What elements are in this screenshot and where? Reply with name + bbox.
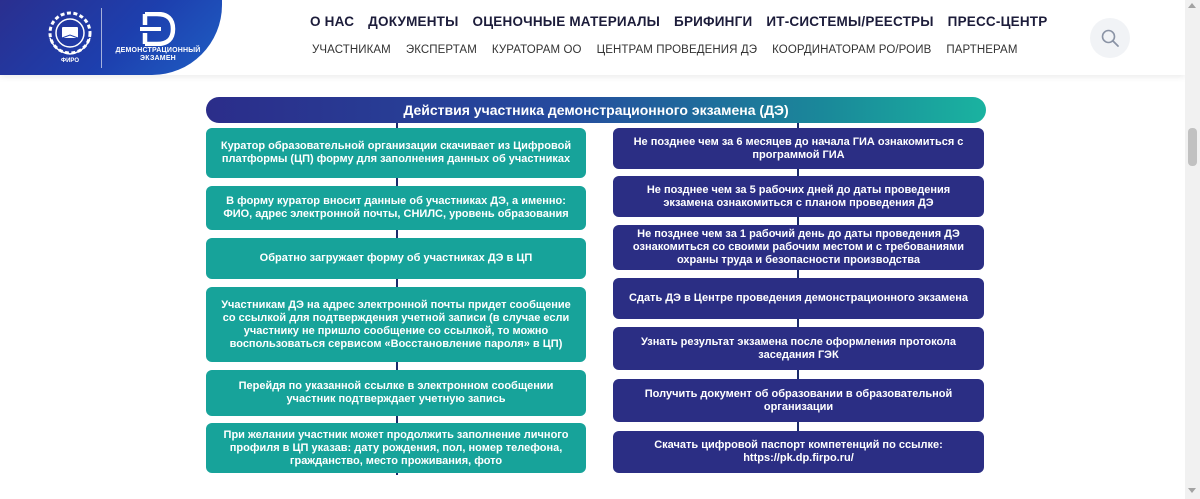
sub-nav [312, 44, 1018, 56]
emblem-icon[interactable] [45, 8, 95, 64]
right-step-4: Сдать ДЭ в Центре проведения демонстрационного экзамена [613, 278, 984, 319]
right-step-2: Не позднее чем за 5 рабочих дней до даты проведения экзамена ознакомиться с планом проведения ДЭ [613, 176, 984, 217]
subnav-item-partners[interactable]: ПАРТНЕРАМ [946, 44, 1018, 56]
nav-item-about[interactable]: О НАС [310, 14, 355, 29]
left-step-6: При желании участник может продолжить заполнение личного профиля в ЦП указав: дату рождения, пол, номер телефона, гражданство, место проживания, фото [206, 423, 586, 473]
main-nav [310, 14, 1047, 29]
subnav-item-coordinators[interactable]: КООРДИНАТОРАМ РО/РОИВ [772, 44, 932, 56]
left-step-5: Перейдя по указанной ссылке в электронном сообщении участник подтверждает учетную запись [206, 370, 586, 416]
nav-item-documents[interactable]: ДОКУМЕНТЫ [368, 14, 459, 29]
right-step-7: Скачать цифровой паспорт компетенций по ссылке: https://pk.dp.firpo.ru/ [613, 431, 984, 473]
logo-label: ДЕМОНСТРАЦИОННЫЙ ЭКЗАМЕН [115, 47, 201, 62]
subnav-item-curators[interactable]: КУРАТОРАМ ОО [491, 44, 582, 56]
subnav-item-centers[interactable]: ЦЕНТРАМ ПРОВЕДЕНИЯ ДЭ [596, 44, 758, 56]
scroll-up-arrow[interactable] [1188, 3, 1196, 8]
right-step-5: Узнать результат экзамена после оформления протокола заседания ГЭК [613, 327, 984, 370]
left-step-2: В форму куратор вносит данные об участниках ДЭ, а именно: ФИО, адрес электронной почты, СНИЛС, уровень образования [206, 186, 586, 230]
site-header [0, 0, 1185, 75]
logo-block[interactable] [0, 0, 222, 75]
right-step-1: Не позднее чем за 6 месяцев до начала ГИА ознакомиться с программой ГИА [613, 128, 984, 169]
scroll-thumb[interactable] [1188, 128, 1197, 166]
nav-item-it-systems[interactable]: ИТ-СИСТЕМЫ/РЕЕСТРЫ [766, 14, 934, 29]
left-step-1: Куратор образовательной организации скачивает из Цифровой платформы (ЦП) форму для заполнения данных об участниках [206, 128, 586, 178]
right-step-6: Получить документ об образовании в образовательной организации [613, 379, 984, 422]
nav-item-press[interactable]: ПРЕСС-ЦЕНТР [947, 14, 1048, 29]
subnav-item-experts[interactable]: ЭКСПЕРТАМ [405, 44, 477, 56]
right-step-3: Не позднее чем за 1 рабочий день до даты проведения ДЭ ознакомиться со своими рабочим местом и с требованиями охраны труда и безопасности производства [613, 225, 984, 270]
nav-item-briefings[interactable]: БРИФИНГИ [674, 14, 753, 29]
diagram-title: Действия участника демонстрационного экзамена (ДЭ) [206, 97, 986, 123]
subnav-item-participants[interactable]: УЧАСТНИКАМ [312, 44, 391, 56]
logo-divider [101, 8, 102, 68]
scrollbar[interactable] [1185, 0, 1200, 499]
search-button[interactable] [1090, 18, 1130, 58]
left-step-3: Обратно загружает форму об участниках ДЭ в ЦП [206, 238, 586, 279]
nav-item-assessment[interactable]: ОЦЕНОЧНЫЕ МАТЕРИАЛЫ [472, 14, 661, 29]
left-step-4: Участникам ДЭ на адрес электронной почты придет сообщение со ссылкой для подтверждения учетной записи (в случае если участнику не пришло сообщение со ссылкой, то можно воспользоваться сервисом «Восстановление пароля» в ЦП) [206, 287, 586, 362]
scroll-down-arrow[interactable] [1188, 488, 1196, 493]
search-icon [1100, 28, 1120, 48]
emblem-text: ФИРО [60, 58, 80, 64]
de-logo-icon[interactable] [137, 12, 177, 46]
